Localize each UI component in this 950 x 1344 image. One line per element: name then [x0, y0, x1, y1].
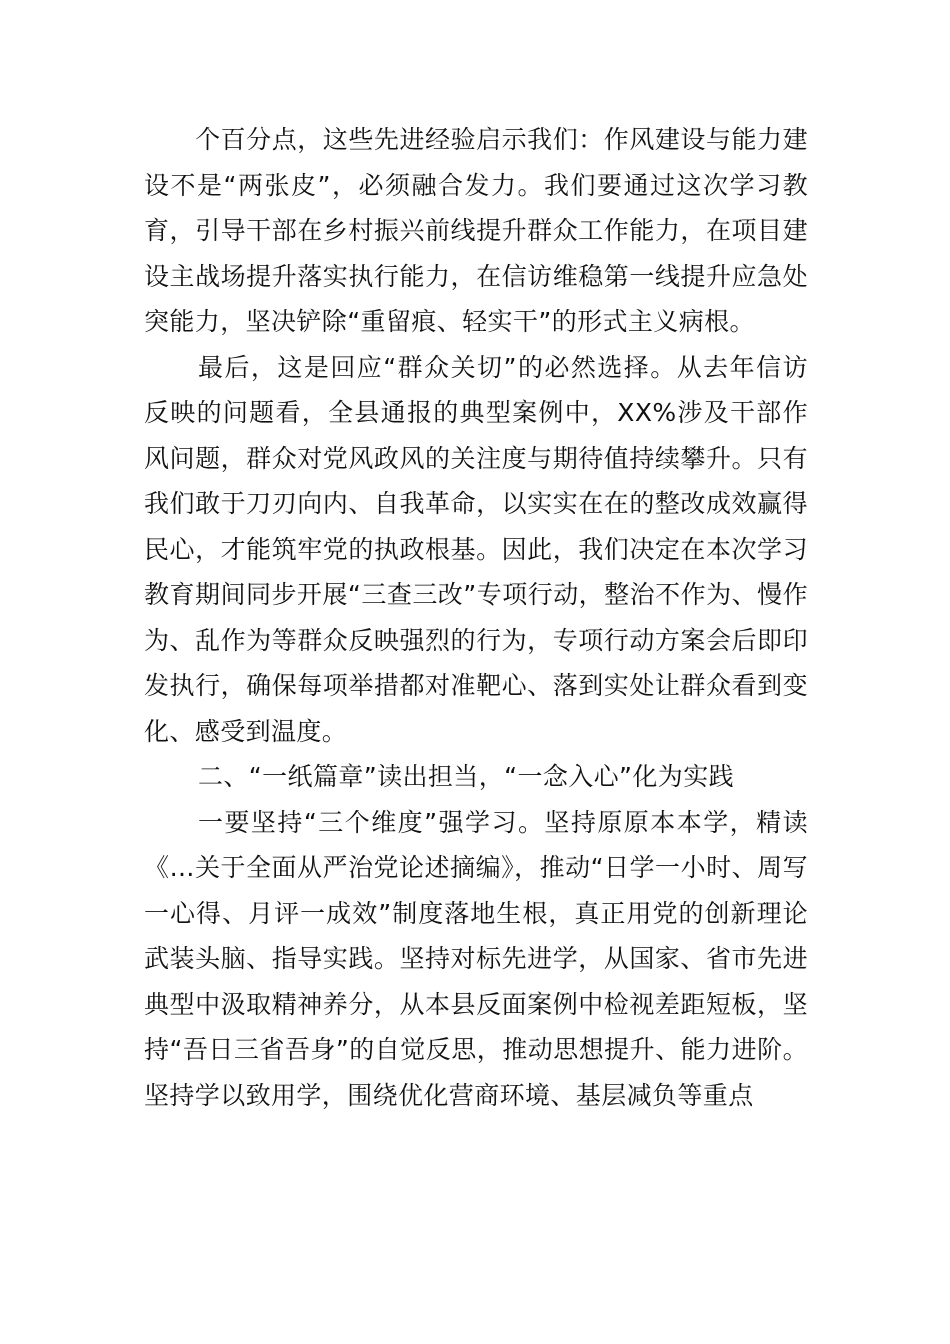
document-body [144, 117, 808, 1118]
paragraph-three-dimensions-study: 一要坚持“三个维度”强学习。坚持原原本本学，精读《…关于全面从严治党论述摘编》，推动“日学一小时、周写一心得、月评一成效”制度落地生根，真正用党的创新理论武装头脑、指导实践。坚持对标先进学，从国家、省市先进典型中汲取精神养分，从本县反面案例中检视差距短板，坚持“吾日三省吾身”的自觉反思，推动思想提升、能力进阶。坚持学以致用学，围绕优化营商环境、基层减负等重点 [144, 807, 808, 1110]
paragraph-work-style-capability: 个百分点，这些先进经验启示我们：作风建设与能力建设不是“两张皮”，必须融合发力。我们要通过这次学习教育，引导干部在乡村振兴前线提升群众工作能力，在项目建设主战场提升落实执行能力，在信访维稳第一线提升应急处突能力，坚决铲除“重留痕、轻实干”的形式主义病根。 [144, 125, 808, 336]
section-heading-two: 二、“一纸篇章”读出担当，“一念入心”化为实践 [198, 762, 735, 791]
paragraph-public-concern: 最后，这是回应“群众关切”的必然选择。从去年信访反映的问题看，全县通报的典型案例中，XX%涉及干部作风问题，群众对党风政风的关注度与期待值持续攀升。只有我们敢于刀刃向内、自我革命，以实实在在的整改成效赢得民心，才能筑牢党的执政根基。因此，我们决定在本次学习教育期间同步开展“三查三改”专项行动，整治不作为、慢作为、乱作为等群众反映强烈的行为，专项行动方案会后即印发执行，确保每项举措都对准靶心、落到实处让群众看到变化、感受到温度。 [144, 352, 808, 746]
